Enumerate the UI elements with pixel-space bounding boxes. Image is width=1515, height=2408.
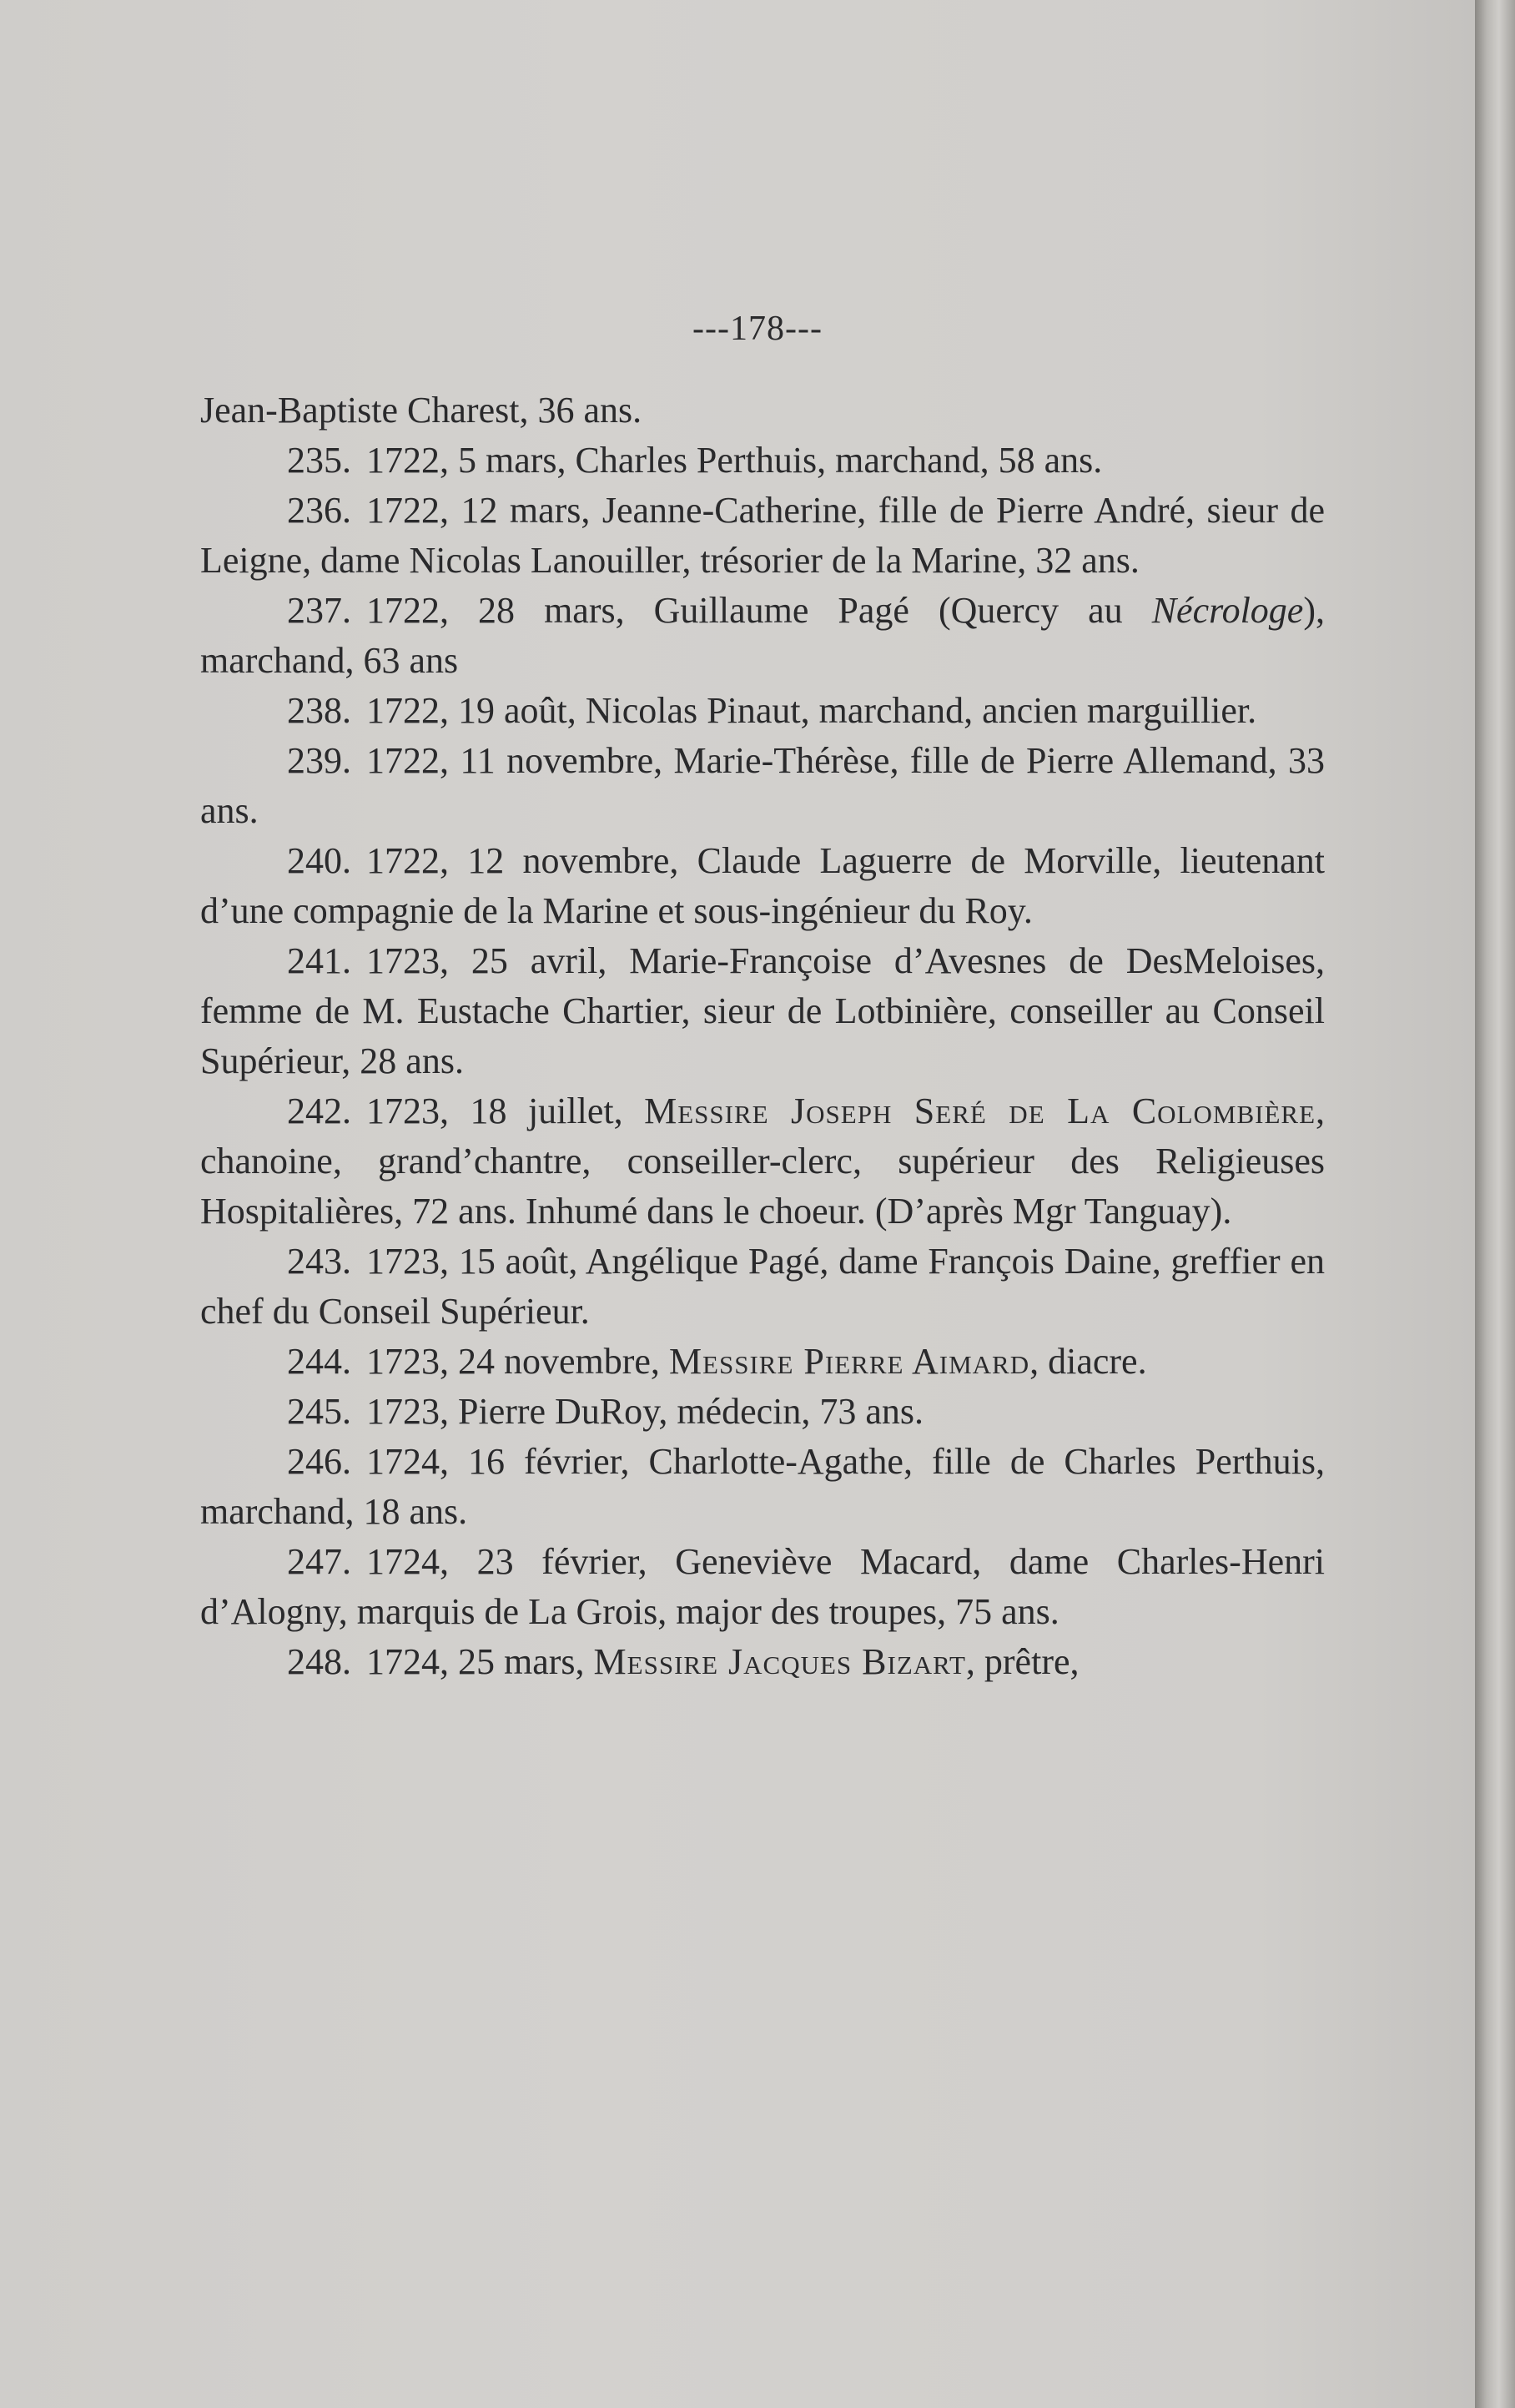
entry-text: 1723, 25 avril, Marie-Françoise d’Avesnes de DesMeloises, femme de M. Eustache Chartier, sieur de Lotbinière, conseiller au Conseil Supérieur, 28 ans. <box>200 940 1325 1081</box>
entry-name-smallcaps: Messire Joseph Seré de La Colombière <box>644 1091 1316 1131</box>
entry-number: 236. <box>287 490 351 531</box>
entry-text-italic: Nécrologe <box>1151 590 1304 631</box>
entry-text: ), marchand, 63 ans <box>200 590 1325 681</box>
book-spine-edge <box>1475 0 1515 2408</box>
entry-number: 240. <box>287 840 351 881</box>
entry-number: 248. <box>287 1641 351 1682</box>
obituary-list <box>200 385 1325 1687</box>
entry <box>200 1237 1325 1337</box>
entry-number: 247. <box>287 1541 351 1582</box>
entry-text: 1722, 11 novembre, Marie-Thérèse, fille de Pierre Allemand, 33 ans. <box>200 740 1325 831</box>
entry <box>200 1387 1325 1437</box>
entry <box>200 586 1325 686</box>
entry-number: 239. <box>287 740 351 781</box>
entry <box>200 686 1325 736</box>
entry-text: 1722, 12 mars, Jeanne-Catherine, fille de Pierre André, sieur de Leigne, dame Nicolas Lanouiller, trésorier de la Marine, 32 ans. <box>200 490 1325 581</box>
entry <box>200 1637 1325 1687</box>
entry-number: 242. <box>287 1091 351 1131</box>
entry-text: 1724, 23 février, Geneviève Macard, dame Charles-Henri d’Alogny, marquis de La Grois, major des troupes, 75 ans. <box>200 1541 1325 1632</box>
entry-name-smallcaps: Messire Jacques Bizart <box>593 1641 966 1682</box>
entry-number: 246. <box>287 1441 351 1482</box>
page-number: ---178--- <box>692 310 823 348</box>
entries-container <box>200 436 1325 1687</box>
entry-text: 1722, 19 août, Nicolas Pinaut, marchand, ancien marguillier. <box>366 690 1257 731</box>
entry-text: 1723, 18 juillet, <box>366 1091 645 1131</box>
entry <box>200 836 1325 936</box>
entry-text: 1722, 12 novembre, Claude Laguerre de Morville, lieutenant d’une compagnie de la Marine et sous-ingénieur du Roy. <box>200 840 1325 931</box>
entry <box>200 1437 1325 1537</box>
entry <box>200 936 1325 1086</box>
entry <box>200 1537 1325 1637</box>
entry-number: 245. <box>287 1391 351 1432</box>
entry-text: 1723, 24 novembre, <box>366 1341 669 1382</box>
entry <box>200 736 1325 836</box>
entry-text: , prêtre, <box>965 1641 1080 1682</box>
entry-number: 241. <box>287 940 351 981</box>
continued-entry-line: Jean-Baptiste Charest, 36 ans. <box>200 390 642 431</box>
entry-name-smallcaps: Messire Pierre Aimard <box>668 1341 1030 1382</box>
entry-number: 238. <box>287 690 351 731</box>
entry-number: 243. <box>287 1241 351 1282</box>
entry-text: 1722, 5 mars, Charles Perthuis, marchand, 58 ans. <box>366 440 1103 481</box>
entry-text: 1723, 15 août, Angélique Pagé, dame François Daine, greffier en chef du Conseil Supérieur. <box>200 1241 1325 1332</box>
entry-text: 1724, 16 février, Charlotte-Agathe, fille de Charles Perthuis, marchand, 18 ans. <box>200 1441 1325 1532</box>
entry-text: 1723, Pierre DuRoy, médecin, 73 ans. <box>366 1391 924 1432</box>
entry-number: 235. <box>287 440 351 481</box>
entry <box>200 1337 1325 1387</box>
entry-text: , diacre. <box>1029 1341 1147 1382</box>
entry <box>200 1086 1325 1237</box>
entry-number: 244. <box>287 1341 351 1382</box>
entry-text: 1724, 25 mars, <box>366 1641 594 1682</box>
entry <box>200 486 1325 586</box>
entry <box>200 436 1325 486</box>
entry-text: 1722, 28 mars, Guillaume Pagé (Quercy au <box>366 590 1152 631</box>
entry-text: , chanoine, grand’chantre, conseiller-clerc, supérieur des Religieuses Hospitalières, 72 ans. Inhumé dans le choeur. (D’après Mgr Tanguay). <box>200 1091 1326 1232</box>
entry-number: 237. <box>287 590 351 631</box>
